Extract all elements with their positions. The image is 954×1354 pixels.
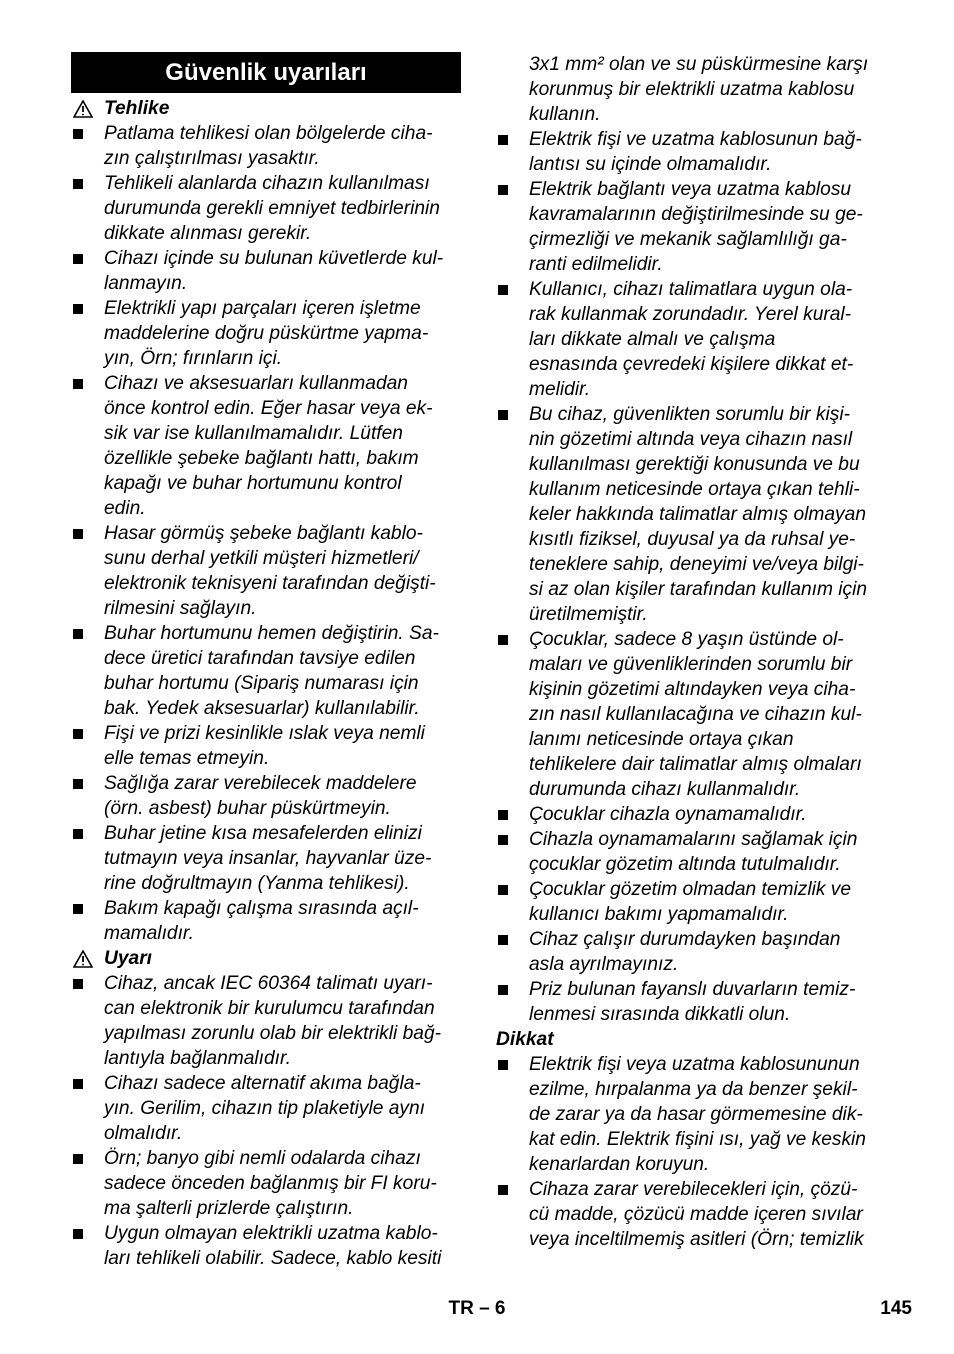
text-line: kullanım neticesinde ortaya çıkan tehli- bbox=[529, 479, 860, 500]
text-line: Elektrik fişi veya uzatma kablosununun bbox=[529, 1054, 860, 1075]
text-line: kullanıcı bakımı yapmamalıdır. bbox=[529, 904, 789, 925]
text-line: Cihazı sadece alternatif akıma bağla- bbox=[104, 1073, 421, 1094]
bullet-square-icon bbox=[73, 1079, 83, 1089]
list-item bbox=[71, 1071, 461, 1146]
text-line: can elektronik bir kurulumcu tarafından bbox=[104, 998, 435, 1019]
text-line: ları dikkate almalı ve çalışma bbox=[529, 329, 776, 350]
text-line: Sağlığa zarar verebilecek maddelere bbox=[104, 773, 417, 794]
bullet-square-icon bbox=[498, 185, 508, 195]
list-item bbox=[71, 1146, 461, 1221]
text-line: esnasında çevredeki kişilere dikkat et- bbox=[529, 354, 854, 375]
text-line: maları ve güvenliklerinden sorumlu bir bbox=[529, 654, 853, 675]
warning-triangle-icon bbox=[73, 100, 93, 118]
text-line: Elektrikli yapı parçaları içeren işletme bbox=[104, 298, 421, 319]
text-line: rilmesini sağlayın. bbox=[104, 598, 257, 619]
text-line: nin gözetimi altında veya cihazın nasıl bbox=[529, 429, 853, 450]
text-line: durumunda gerekli emniyet tedbirlerinin bbox=[104, 198, 440, 219]
text-line: rak kullanmak zorundadır. Yerel kural- bbox=[529, 304, 852, 325]
list-item bbox=[71, 521, 461, 621]
bullet-square-icon bbox=[73, 304, 83, 314]
text-line: asla ayrılmayınız. bbox=[529, 954, 679, 975]
bullet-square-icon bbox=[498, 1060, 508, 1070]
text-line: zın nasıl kullanılacağına ve cihazın kul- bbox=[529, 704, 862, 725]
heading-text: Uyarı bbox=[104, 948, 152, 969]
text-line: veya inceltilmemiş asitleri (Örn; temizlik bbox=[529, 1229, 864, 1250]
text-line: sunu derhal yetkili müşteri hizmetleri/ bbox=[104, 548, 419, 569]
text-line: Çocuklar cihazla oynamamalıdır. bbox=[529, 804, 807, 825]
text-line: kısıtlı fiziksel, duyusal ya da ruhsal ye- bbox=[529, 529, 856, 550]
bullet-square-icon bbox=[73, 829, 83, 839]
list-item bbox=[496, 827, 886, 877]
text-line: si az olan kişiler tarafından kullanım için bbox=[529, 579, 868, 600]
bullet-square-icon bbox=[73, 1229, 83, 1239]
text-line: dece üretici tarafından tavsiye edilen bbox=[104, 648, 416, 669]
bullet-square-icon bbox=[73, 729, 83, 739]
text-line: durumunda cihazı kullanmalıdır. bbox=[529, 779, 801, 800]
text-line: mamalıdır. bbox=[104, 923, 194, 944]
text-line: lanmayın. bbox=[104, 273, 188, 294]
text-line: Cihazı içinde su bulunan küvetlerde kul- bbox=[104, 248, 444, 269]
text-line: maddelerine doğru püskürtme yapma- bbox=[104, 323, 429, 344]
bullet-square-icon bbox=[498, 1185, 508, 1195]
list-item bbox=[71, 1221, 461, 1271]
text-line: kapağı ve buhar hortumunu kontrol bbox=[104, 473, 402, 494]
text-line: kavramalarının değiştirilmesinde su ge- bbox=[529, 204, 863, 225]
text-line: lenmesi sırasında dikkatli olun. bbox=[529, 1004, 791, 1025]
text-line: Buhar hortumunu hemen değiştirin. Sa- bbox=[104, 623, 439, 644]
bullet-square-icon bbox=[73, 779, 83, 789]
bullet-square-icon bbox=[498, 835, 508, 845]
text-line: önce kontrol edin. Eğer hasar veya ek- bbox=[104, 398, 433, 419]
text-line: sadece önceden bağlanmış bir FI koru- bbox=[104, 1173, 437, 1194]
list-item-continued bbox=[496, 52, 886, 127]
bullet-square-icon bbox=[498, 810, 508, 820]
text-line: ları tehlikeli olabilir. Sadece, kablo kesiti bbox=[104, 1248, 442, 1269]
text-line: kat edin. Elektrik fişini ısı, yağ ve keskin bbox=[529, 1129, 866, 1150]
bullet-square-icon bbox=[498, 885, 508, 895]
section-heading bbox=[71, 946, 461, 971]
list-item bbox=[71, 971, 461, 1071]
text-line: korunmuş bir elektrikli uzatma kablosu bbox=[529, 79, 855, 100]
list-item bbox=[496, 927, 886, 977]
text-line: özellikle şebeke bağlantı hattı, bakım bbox=[104, 448, 419, 469]
section-heading bbox=[71, 96, 461, 121]
bullet-square-icon bbox=[73, 629, 83, 639]
text-line: Kullanıcı, cihazı talimatlara uygun ola- bbox=[529, 279, 853, 300]
text-line: kişinin gözetimi altındayken veya ciha- bbox=[529, 679, 856, 700]
list-item bbox=[496, 277, 886, 402]
text-line: Bu cihaz, güvenlikten sorumlu bir kişi- bbox=[529, 404, 850, 425]
left-column bbox=[71, 52, 461, 1271]
text-line: edin. bbox=[104, 498, 146, 519]
text-line: Patlama tehlikesi olan bölgelerde ciha- bbox=[104, 123, 433, 144]
list-item bbox=[496, 877, 886, 927]
text-line: Priz bulunan fayanslı duvarların temiz- bbox=[529, 979, 856, 1000]
left-content bbox=[71, 96, 461, 1271]
bullet-square-icon bbox=[498, 135, 508, 145]
list-item bbox=[71, 171, 461, 246]
text-line: Cihazla oynamamalarını sağlamak için bbox=[529, 829, 858, 850]
text-line: tutmayın veya insanlar, hayvanlar üze- bbox=[104, 848, 432, 869]
text-line: dikkate alınması gerekir. bbox=[104, 223, 312, 244]
text-line: Bakım kapağı çalışma sırasında açıl- bbox=[104, 898, 419, 919]
text-line: elle temas etmeyin. bbox=[104, 748, 270, 769]
text-line: üretilmemiştir. bbox=[529, 604, 648, 625]
heading-text: Dikkat bbox=[496, 1029, 554, 1050]
text-line: Tehlikeli alanlarda cihazın kullanılması bbox=[104, 173, 430, 194]
text-line: lantıyla bağlanmalıdır. bbox=[104, 1048, 292, 1069]
text-line: Elektrik bağlantı veya uzatma kablosu bbox=[529, 179, 852, 200]
text-line: rine doğrultmayın (Yanma tehlikesi). bbox=[104, 873, 410, 894]
text-line: kullanılması gerektiği konusunda ve bu bbox=[529, 454, 860, 475]
text-line: kenarlardan koruyun. bbox=[529, 1154, 710, 1175]
bullet-square-icon bbox=[73, 979, 83, 989]
list-item bbox=[71, 246, 461, 296]
text-line: lanımı neticesinde ortaya çıkan bbox=[529, 729, 794, 750]
bullet-square-icon bbox=[498, 935, 508, 945]
text-line: yın, Örn; fırınların içi. bbox=[104, 348, 283, 369]
bullet-square-icon bbox=[73, 254, 83, 264]
text-line: tehlikelere dair talimatlar almış olmaları bbox=[529, 754, 862, 775]
list-item bbox=[496, 1177, 886, 1252]
heading-text: Tehlike bbox=[104, 98, 170, 119]
bullet-square-icon bbox=[73, 529, 83, 539]
text-line: Uygun olmayan elektrikli uzatma kablo- bbox=[104, 1223, 438, 1244]
bullet-square-icon bbox=[73, 379, 83, 389]
text-line: Buhar jetine kısa mesafelerden elinizi bbox=[104, 823, 422, 844]
list-item bbox=[496, 177, 886, 277]
bullet-square-icon bbox=[73, 904, 83, 914]
list-item bbox=[496, 977, 886, 1027]
text-line: zın çalıştırılması yasaktır. bbox=[104, 148, 320, 169]
text-line: Cihaz, ancak IEC 60364 talimatı uyarı- bbox=[104, 973, 433, 994]
bullet-square-icon bbox=[498, 285, 508, 295]
text-line: Çocuklar gözetim olmadan temizlik ve bbox=[529, 879, 852, 900]
text-line: 3x1 mm² olan ve su püskürmesine karşı bbox=[529, 54, 869, 75]
text-line: buhar hortumu (Sipariş numarası için bbox=[104, 673, 419, 694]
page-number: 145 bbox=[880, 1298, 912, 1319]
bullet-square-icon bbox=[498, 410, 508, 420]
list-item bbox=[71, 821, 461, 896]
bullet-square-icon bbox=[73, 129, 83, 139]
right-column bbox=[496, 52, 886, 1252]
list-item bbox=[71, 296, 461, 371]
text-line: Çocuklar, sadece 8 yaşın üstünde ol- bbox=[529, 629, 844, 650]
list-item bbox=[71, 371, 461, 521]
text-line: (örn. asbest) buhar püskürtmeyin. bbox=[104, 798, 391, 819]
list-item bbox=[496, 802, 886, 827]
list-item bbox=[71, 121, 461, 171]
text-line: keler hakkında talimatlar almış olmayan bbox=[529, 504, 866, 525]
text-line: ezilme, hırpalanma ya da benzer şekil- bbox=[529, 1079, 858, 1100]
list-item bbox=[71, 621, 461, 721]
text-line: Cihazı ve aksesuarları kullanmadan bbox=[104, 373, 408, 394]
text-line: Hasar görmüş şebeke bağlantı kablo- bbox=[104, 523, 423, 544]
text-line: lantısı su içinde olmamalıdır. bbox=[529, 154, 772, 175]
list-item bbox=[71, 721, 461, 771]
text-line: sik var ise kullanılmamalıdır. Lütfen bbox=[104, 423, 403, 444]
text-line: yapılması zorunlu olab bir elektrikli bağ- bbox=[104, 1023, 441, 1044]
warning-triangle-icon bbox=[73, 950, 93, 968]
right-content bbox=[496, 52, 886, 1252]
text-line: çirmezliği ve mekanik sağlamlılığı ga- bbox=[529, 229, 847, 250]
text-line: kullanın. bbox=[529, 104, 601, 125]
section-title: Güvenlik uyarıları bbox=[71, 52, 461, 93]
section-heading bbox=[496, 1027, 886, 1052]
text-line: Cihaz çalışır durumdayken başından bbox=[529, 929, 841, 950]
text-line: çocuklar gözetim altında tutulmalıdır. bbox=[529, 854, 841, 875]
text-line: Fişi ve prizi kesinlikle ıslak veya nemli bbox=[104, 723, 425, 744]
text-line: de zarar ya da hasar görmemesine dik- bbox=[529, 1104, 863, 1125]
text-line: ma şalterli prizlerde çalıştırın. bbox=[104, 1198, 354, 1219]
bullet-square-icon bbox=[498, 635, 508, 645]
text-line: cü madde, çözücü madde içeren sıvılar bbox=[529, 1204, 863, 1225]
text-line: bak. Yedek aksesuarlar) kullanılabilir. bbox=[104, 698, 420, 719]
bullet-square-icon bbox=[73, 1154, 83, 1164]
text-line: olmalıdır. bbox=[104, 1123, 183, 1144]
text-line: melidir. bbox=[529, 379, 591, 400]
list-item bbox=[71, 771, 461, 821]
list-item bbox=[496, 627, 886, 802]
text-line: Örn; banyo gibi nemli odalarda cihazı bbox=[104, 1148, 421, 1169]
list-item bbox=[496, 127, 886, 177]
footer-section-label: TR – 6 bbox=[448, 1298, 506, 1319]
list-item bbox=[71, 896, 461, 946]
bullet-square-icon bbox=[498, 985, 508, 995]
text-line: ranti edilmelidir. bbox=[529, 254, 663, 275]
list-item bbox=[496, 1052, 886, 1177]
text-line: yın. Gerilim, cihazın tip plaketiyle aynı bbox=[104, 1098, 425, 1119]
list-item bbox=[496, 402, 886, 627]
text-line: Elektrik fişi ve uzatma kablosunun bağ- bbox=[529, 129, 862, 150]
text-line: Cihaza zarar verebilecekleri için, çözü- bbox=[529, 1179, 858, 1200]
text-line: teneklere sahip, deneyimi ve/veya bilgi- bbox=[529, 554, 864, 575]
bullet-square-icon bbox=[73, 179, 83, 189]
text-line: elektronik teknisyeni tarafından değişti- bbox=[104, 573, 436, 594]
